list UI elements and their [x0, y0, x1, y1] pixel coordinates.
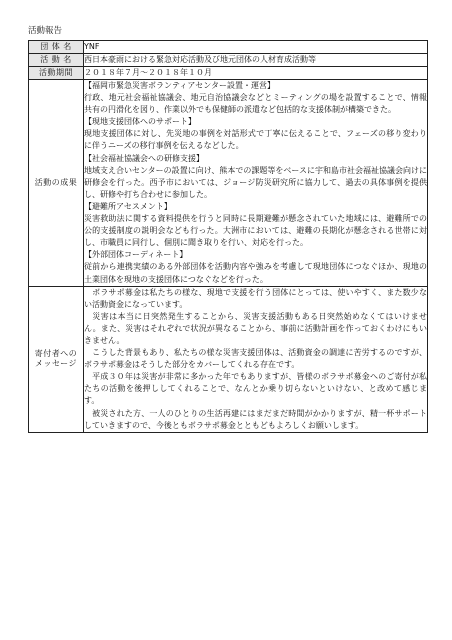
section-body: 現地支援団体に対し、先災地の事例を対話形式で丁寧に伝えることで、フェーズの移り変わりに伴うニーズの移行事例を伝えるなどした。 [84, 129, 427, 151]
message-paragraph: ボラサポ募金は私たちの様な、現地で支援を行う団体にとっては、使いやすく、また数少ない活動資金になっています。 [84, 287, 427, 309]
org-value-cell [84, 41, 428, 54]
activity-label-cell [29, 54, 84, 67]
message-row [29, 286, 428, 432]
results-label-cell [29, 80, 84, 287]
section-heading: 【福岡市緊急災害ボランティアセンター設置・運営】 [84, 81, 275, 90]
section-heading: 【社会福祉協議会への研修支援】 [84, 153, 204, 163]
org-value: YNF [84, 42, 100, 51]
message-label-line1: 寄付者への [34, 349, 78, 359]
org-label-cell [29, 41, 84, 54]
message-content-cell [84, 286, 428, 432]
section-heading: 【外部団体コーディネート】 [84, 250, 188, 260]
period-label-cell [29, 67, 84, 80]
section-body: 従前から連携実績のある外部団体を活動内容や強みを考慮して現地団体につなぐほか、現地の土業団体を現地の支援団体につなぐなどを行った。 [84, 262, 427, 284]
period-value: ２０１８年７月〜２０１８年１０月 [84, 68, 212, 77]
message-label-line2: メッセージ [34, 359, 78, 369]
org-label: 団 体 名 [40, 42, 72, 51]
message-label-cell [29, 286, 84, 432]
section-body: 地域支え合いセンターの設置に向け、熊本での課題等をベースに宇和島市社会福祉協議会向けに研修会を行った。西予市においては、ジョージ防災研究所に協力して、過去の具体事例を提供し、研修や打ち合わせに参加した。 [84, 165, 427, 199]
page-title: 活動報告 [28, 26, 63, 36]
results-label: 活動の成果 [34, 177, 78, 187]
section-heading: 【避難所アセスメント】 [84, 201, 172, 211]
period-row [29, 67, 428, 80]
activity-row [29, 54, 428, 67]
org-row [29, 41, 428, 54]
message-paragraph: 被災された方、一人のひとりの生活再建にはまだまだ時間がかかりますが、精一杯サポートしていきますので、今後ともボラサポ募金とともどもよろしくお願いします。 [84, 408, 427, 430]
section-heading: 【現地支援団体へのサポート】 [84, 117, 196, 127]
activity-report-table [28, 40, 428, 433]
activity-value: 西日本豪雨における緊急対応活動及び地元団体の人材育成活動等 [84, 55, 316, 64]
period-label: 活動期間 [39, 68, 73, 77]
activity-label: 活 動 名 [40, 55, 72, 64]
results-row [29, 80, 428, 287]
results-content-cell [84, 80, 428, 287]
section-body: 災害救助法に関する資料提供を行うと同時に長期避難が懸念されていた地域には、避難所での公的支援制度の説明会なども行った。大洲市においては、避難の長期化が懸念される世帯に対し、市職員に同行し、個別に聞き取りを行い、対応を行った。 [84, 214, 427, 248]
period-value-cell [84, 67, 428, 80]
activity-value-cell [84, 54, 428, 67]
message-paragraph: 災害は本当に日突然発生することから、災害支援活動もある日突然始めなくてはいけません。また、災害はそれぞれで状況が異なることから、事前に活動計画を作っておくわけにもいきません。 [84, 311, 427, 345]
message-paragraph: こうした背景もあり、私たちの様な災害支援団体は、活動資金の調達に苦労するのですが、ボラサポ募金はそうした部分をカバーしてくれる存在です。 [84, 348, 427, 370]
message-paragraph: 平成３０年は災害が非常に多かった年でもありますが、皆様のボラサポ募金へのご寄付が私たちの活動を後押ししてくれることで、なんとか乗り切らないといけない、と改めて感じます。 [84, 372, 427, 406]
section-body: 行政、地元社会福祉協議会、地元自治協議会などとミーティングの場を設置することで、情報共有の円滑化を図り、作業以外でも保健師の派遣など包括的な支援体制が構築できた。 [84, 93, 427, 115]
